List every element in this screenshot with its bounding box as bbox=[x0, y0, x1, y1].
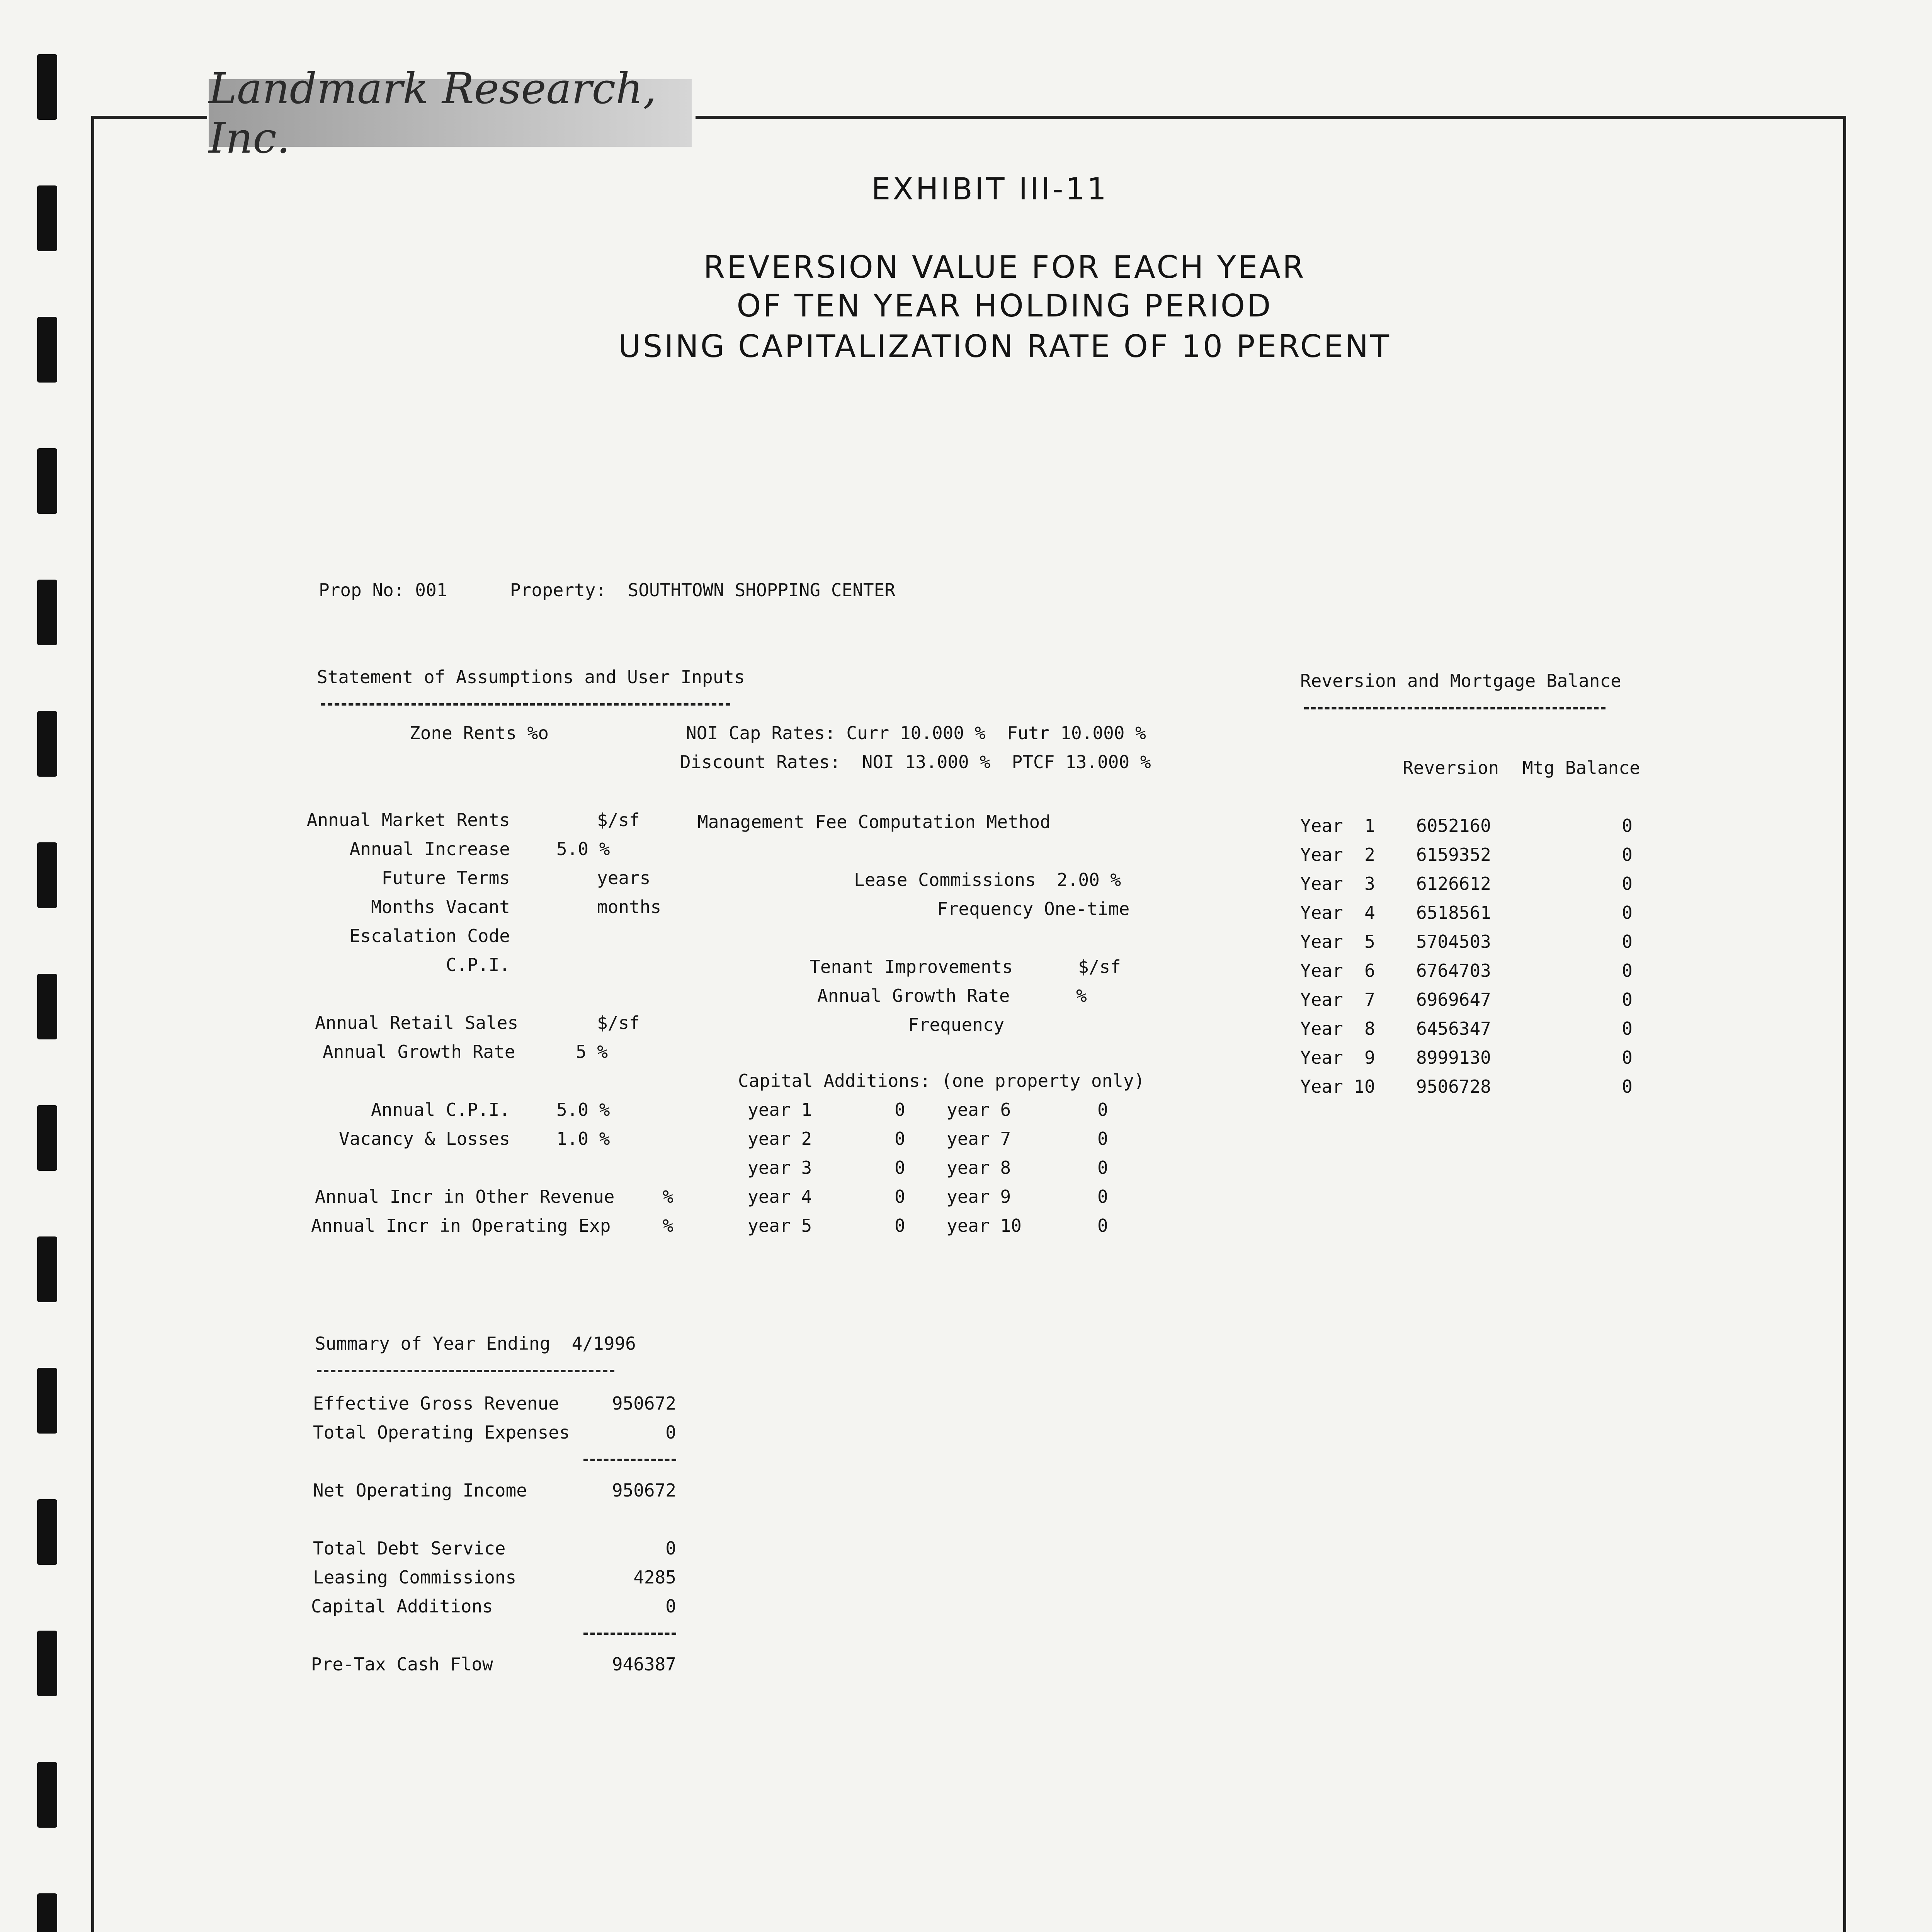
cap-add-value: 0 bbox=[895, 1128, 905, 1149]
reversion-year: Year 2 bbox=[1300, 844, 1375, 865]
input-value: % bbox=[663, 1186, 673, 1207]
cap-add-value: 0 bbox=[1097, 1128, 1108, 1149]
input-value: 5 % bbox=[576, 1041, 608, 1062]
binder-hole bbox=[37, 1105, 57, 1171]
frequency-one-time: Frequency One-time bbox=[937, 898, 1130, 919]
reversion-value: 6764703 bbox=[1416, 960, 1491, 981]
reversion-value: 6969647 bbox=[1416, 989, 1491, 1010]
input-value: $/sf bbox=[597, 810, 640, 830]
reversion-year: Year 6 bbox=[1300, 960, 1375, 981]
input-value: years bbox=[597, 867, 651, 888]
reversion-year: Year 5 bbox=[1300, 931, 1375, 952]
frame-border bbox=[91, 116, 207, 119]
lease-commissions-value: 2.00 % bbox=[1057, 869, 1121, 890]
summary-label: Net Operating Income bbox=[313, 1480, 527, 1501]
exhibit-label: EXHIBIT III-11 bbox=[871, 172, 1109, 207]
binder-hole bbox=[37, 1368, 57, 1434]
reversion-year: Year 10 bbox=[1300, 1076, 1375, 1097]
binder-hole bbox=[37, 711, 57, 777]
mtg-balance-value: 0 bbox=[1622, 960, 1633, 981]
summary-label: Leasing Commissions bbox=[313, 1567, 517, 1588]
cap-add-year: year 3 bbox=[748, 1157, 812, 1178]
input-label: Months Vacant bbox=[371, 896, 510, 917]
reversion-year: Year 1 bbox=[1300, 815, 1375, 836]
assumptions-title: Statement of Assumptions and User Inputs bbox=[317, 667, 745, 687]
reversion-value: 9506728 bbox=[1416, 1076, 1491, 1097]
cap-add-value: 0 bbox=[1097, 1215, 1108, 1236]
tenant-improvements-value: $/sf bbox=[1078, 956, 1121, 977]
input-label: Future Terms bbox=[381, 867, 510, 888]
input-label: C.P.I. bbox=[446, 954, 510, 975]
input-value: 5.0 % bbox=[556, 1099, 610, 1120]
dashed-rule bbox=[317, 1370, 614, 1372]
dashed-rule bbox=[583, 1459, 676, 1461]
reversion-year: Year 8 bbox=[1300, 1018, 1375, 1039]
lease-commissions-label: Lease Commissions bbox=[854, 869, 1036, 890]
binder-hole bbox=[37, 580, 57, 645]
input-value: % bbox=[663, 1215, 673, 1236]
binder-hole bbox=[37, 842, 57, 908]
input-label: Annual Growth Rate bbox=[323, 1041, 515, 1062]
summary-label: Pre-Tax Cash Flow bbox=[311, 1654, 493, 1675]
summary-label: Total Operating Expenses bbox=[313, 1422, 570, 1443]
reversion-value: 6159352 bbox=[1416, 844, 1491, 865]
input-label: Annual Retail Sales bbox=[315, 1012, 519, 1033]
cap-add-year: year 10 bbox=[947, 1215, 1022, 1236]
input-label: Annual Increase bbox=[349, 838, 510, 859]
binder-hole bbox=[37, 974, 57, 1039]
dashed-rule bbox=[583, 1633, 676, 1635]
cap-add-value: 0 bbox=[895, 1157, 905, 1178]
mtg-balance-value: 0 bbox=[1622, 1018, 1633, 1039]
input-label: Escalation Code bbox=[349, 925, 510, 946]
summary-value: 4285 bbox=[633, 1567, 676, 1588]
cap-add-value: 0 bbox=[895, 1099, 905, 1120]
mtg-balance-value: 0 bbox=[1622, 873, 1633, 894]
reversion-year: Year 9 bbox=[1300, 1047, 1375, 1068]
cap-add-year: year 9 bbox=[947, 1186, 1011, 1207]
input-label: Annual C.P.I. bbox=[371, 1099, 510, 1120]
binder-hole bbox=[37, 54, 57, 120]
summary-label: Total Debt Service bbox=[313, 1538, 506, 1559]
mtg-balance-header: Mtg Balance bbox=[1522, 757, 1640, 778]
title-line-2: OF TEN YEAR HOLDING PERIOD bbox=[736, 288, 1273, 324]
cap-add-year: year 1 bbox=[748, 1099, 812, 1120]
input-label: Annual Incr in Other Revenue bbox=[315, 1186, 615, 1207]
input-label: Annual Incr in Operating Exp bbox=[311, 1215, 611, 1236]
tenant-improvements-label: Tenant Improvements bbox=[810, 956, 1013, 977]
dashed-rule bbox=[1304, 707, 1605, 709]
reversion-year: Year 3 bbox=[1300, 873, 1375, 894]
frame-border bbox=[1843, 116, 1846, 1932]
mgmt-fee-method: Management Fee Computation Method bbox=[697, 811, 1051, 832]
cap-rates: NOI Cap Rates: Curr 10.000 % Futr 10.000 % bbox=[686, 723, 1146, 743]
reversion-value: 8999130 bbox=[1416, 1047, 1491, 1068]
discount-rates: Discount Rates: NOI 13.000 % PTCF 13.000 % bbox=[680, 752, 1151, 772]
input-label: Annual Market Rents bbox=[306, 810, 510, 830]
prop-no: Prop No: 001 bbox=[319, 580, 447, 600]
summary-title: Summary of Year Ending 4/1996 bbox=[315, 1333, 636, 1354]
cap-add-value: 0 bbox=[1097, 1157, 1108, 1178]
reversion-title: Reversion and Mortgage Balance bbox=[1300, 670, 1621, 691]
cap-add-year: year 6 bbox=[947, 1099, 1011, 1120]
cap-add-value: 0 bbox=[895, 1186, 905, 1207]
input-value: 5.0 % bbox=[556, 838, 610, 859]
title-line-1: REVERSION VALUE FOR EACH YEAR bbox=[703, 249, 1306, 285]
reversion-value: 5704503 bbox=[1416, 931, 1491, 952]
mtg-balance-value: 0 bbox=[1622, 844, 1633, 865]
summary-value: 0 bbox=[665, 1422, 676, 1443]
reversion-value: 6456347 bbox=[1416, 1018, 1491, 1039]
cap-add-year: year 8 bbox=[947, 1157, 1011, 1178]
mtg-balance-value: 0 bbox=[1622, 815, 1633, 836]
binder-hole bbox=[37, 1236, 57, 1302]
cap-add-year: year 7 bbox=[947, 1128, 1011, 1149]
summary-value: 950672 bbox=[612, 1480, 676, 1501]
frame-border bbox=[91, 116, 94, 1932]
frequency: Frequency bbox=[908, 1014, 1005, 1035]
mtg-balance-value: 0 bbox=[1622, 902, 1633, 923]
binder-hole bbox=[37, 1762, 57, 1828]
cap-add-value: 0 bbox=[895, 1215, 905, 1236]
mid-growth-rate-value: % bbox=[1076, 985, 1087, 1006]
binder-hole bbox=[37, 1893, 57, 1932]
frame-border bbox=[696, 116, 1845, 119]
cap-add-year: year 5 bbox=[748, 1215, 812, 1236]
summary-value: 0 bbox=[665, 1538, 676, 1559]
cap-add-year: year 4 bbox=[748, 1186, 812, 1207]
binder-hole bbox=[37, 185, 57, 251]
reversion-year: Year 4 bbox=[1300, 902, 1375, 923]
summary-value: 946387 bbox=[612, 1654, 676, 1675]
mid-growth-rate-label: Annual Growth Rate bbox=[817, 985, 1010, 1006]
reversion-header: Reversion bbox=[1403, 757, 1499, 778]
company-logo bbox=[209, 63, 692, 163]
summary-label: Effective Gross Revenue bbox=[313, 1393, 559, 1414]
zone-rents: Zone Rents %o bbox=[410, 723, 549, 743]
capital-additions-title: Capital Additions: (one property only) bbox=[738, 1070, 1145, 1091]
mtg-balance-value: 0 bbox=[1622, 1076, 1633, 1097]
binder-hole bbox=[37, 1631, 57, 1696]
mtg-balance-value: 0 bbox=[1622, 931, 1633, 952]
reversion-value: 6052160 bbox=[1416, 815, 1491, 836]
summary-label: Capital Additions bbox=[311, 1596, 493, 1617]
title-line-3: USING CAPITALIZATION RATE OF 10 PERCENT bbox=[618, 328, 1391, 364]
logo-text: Landmark Research, Inc. bbox=[209, 63, 657, 163]
mtg-balance-value: 0 bbox=[1622, 989, 1633, 1010]
cap-add-value: 0 bbox=[1097, 1186, 1108, 1207]
summary-value: 0 bbox=[665, 1596, 676, 1617]
summary-value: 950672 bbox=[612, 1393, 676, 1414]
reversion-year: Year 7 bbox=[1300, 989, 1375, 1010]
mtg-balance-value: 0 bbox=[1622, 1047, 1633, 1068]
binder-hole bbox=[37, 1499, 57, 1565]
cap-add-year: year 2 bbox=[748, 1128, 812, 1149]
input-label: Vacancy & Losses bbox=[338, 1128, 510, 1149]
cap-add-value: 0 bbox=[1097, 1099, 1108, 1120]
reversion-value: 6518561 bbox=[1416, 902, 1491, 923]
property-name: Property: SOUTHTOWN SHOPPING CENTER bbox=[510, 580, 895, 600]
binder-hole bbox=[37, 317, 57, 383]
input-value: months bbox=[597, 896, 662, 917]
reversion-value: 6126612 bbox=[1416, 873, 1491, 894]
input-value: 1.0 % bbox=[556, 1128, 610, 1149]
binder-hole bbox=[37, 448, 57, 514]
input-value: $/sf bbox=[597, 1012, 640, 1033]
dashed-rule bbox=[321, 703, 730, 706]
